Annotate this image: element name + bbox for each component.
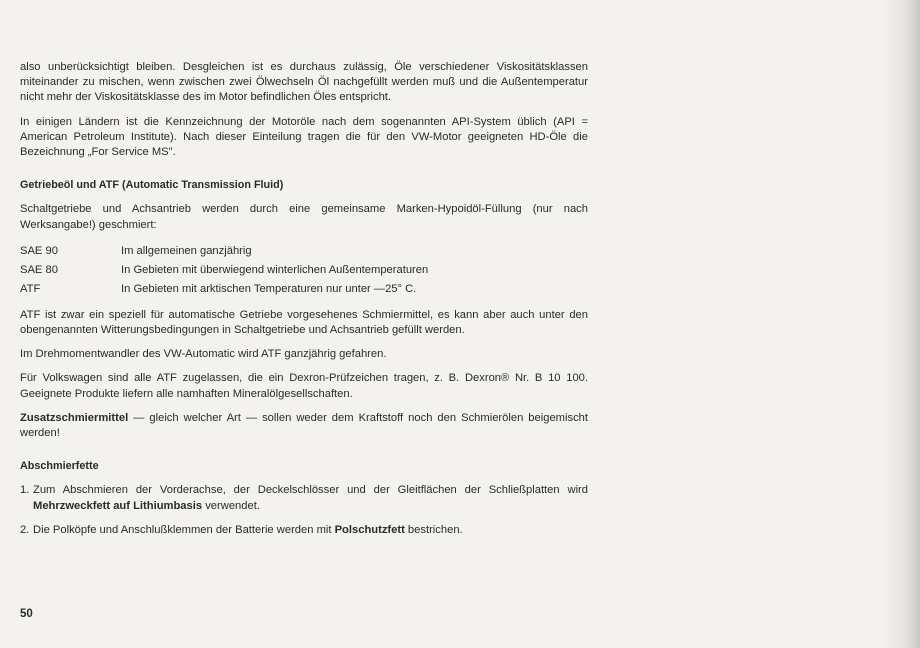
list-item-bold: Polschutzfett: [334, 523, 405, 536]
list-item-bold: Mehrzweckfett auf Lithiumbasis: [33, 499, 203, 512]
list-item-text: [33, 483, 588, 513]
paragraph-atf-usage: ATF ist zwar ein speziell für automatische Getriebe vorgesehenes Schmiermittel, es kann aber auch unter den obengenannten Witterungsbedingungen in Schaltgetriebe und Achsantrieb gefüllt werden.: [20, 308, 588, 337]
list-item-text-before: Die Polköpfe und Anschlußklemmen der Batterie werden mit: [33, 523, 335, 536]
list-item: [20, 483, 588, 513]
oil-grade-description: Im allgemeinen ganzjährig: [121, 244, 252, 257]
paragraph-torque-converter: Im Drehmomentwandler des VW-Automatic wird ATF ganzjährig gefahren.: [20, 348, 387, 361]
oil-grade-description: In Gebieten mit überwiegend winterlichen Außentemperaturen: [121, 263, 429, 276]
oil-grade-code: SAE 90: [20, 244, 58, 257]
list-item-text-after: bestrichen.: [404, 523, 463, 536]
list-item-text-before: Zum Abschmieren der Vorderachse, der Deckelschlösser und der Gleitflächen der Schließplatten wird: [33, 484, 588, 497]
oil-grade-row: [20, 280, 588, 299]
grease-list: [20, 483, 588, 538]
oil-grade-table: [20, 242, 588, 299]
additives-text: — gleich welcher Art — sollen weder dem Kraftstoff noch den Schmierölen beigemischt werden!: [20, 411, 588, 440]
section-heading-gear-oil: Getriebeöl und ATF (Automatic Transmission Fluid): [20, 179, 284, 192]
oil-grade-code: ATF: [20, 282, 41, 295]
page-number: 50: [20, 608, 33, 620]
paragraph-additives: [20, 411, 588, 441]
oil-grade-code: SAE 80: [20, 263, 58, 276]
oil-grade-row: [20, 261, 588, 280]
oil-grade-description: In Gebieten mit arktischen Temperaturen nur unter —25° C.: [121, 282, 417, 295]
paragraph-viscosity-mixing: also unberücksichtigt bleiben. Desgleichen ist es durchaus zulässig, Öle verschiedener Viskositätsklassen miteinander zu mischen, wenn zwischen zwei Ölwechseln Öl nachgefüllt werden muß und die Außentemperatur nicht mehr der Viskositätsklasse des im Motor befindlichen Öles entspricht.: [20, 61, 588, 104]
page-content: [20, 60, 588, 538]
paragraph-gear-intro: Schaltgetriebe und Achsantrieb werden durch eine gemeinsame Marken-Hypoidöl-Füllung (nur nach Werksangabe!) geschmiert:: [20, 203, 588, 231]
oil-grade-row: [20, 242, 588, 261]
list-item-number: 1.: [20, 484, 30, 497]
list-item-text-after: verwendet.: [202, 499, 260, 512]
section-heading-greases: Abschmierfette: [20, 460, 99, 473]
list-item-number: 2.: [20, 523, 30, 536]
paragraph-dexron: Für Volkswagen sind alle ATF zugelassen, die ein Dexron-Prüfzeichen tragen, z. B. Dexron® Nr. B 10 100. Geeignete Produkte liefern alle namhaften Mineralölgesellschaften.: [20, 372, 588, 400]
list-item-text: [33, 523, 588, 538]
list-item: [20, 523, 588, 538]
paragraph-api-system: In einigen Ländern ist die Kennzeichnung der Motoröle nach dem sogenannten API-System üblich (API = American Petroleum Institute). Nach dieser Einteilung tragen die für den VW-Motor geeigneten HD-Öle die Bezeichnung „For Service MS".: [20, 115, 588, 159]
additives-label: Zusatzschmiermittel: [20, 411, 129, 424]
